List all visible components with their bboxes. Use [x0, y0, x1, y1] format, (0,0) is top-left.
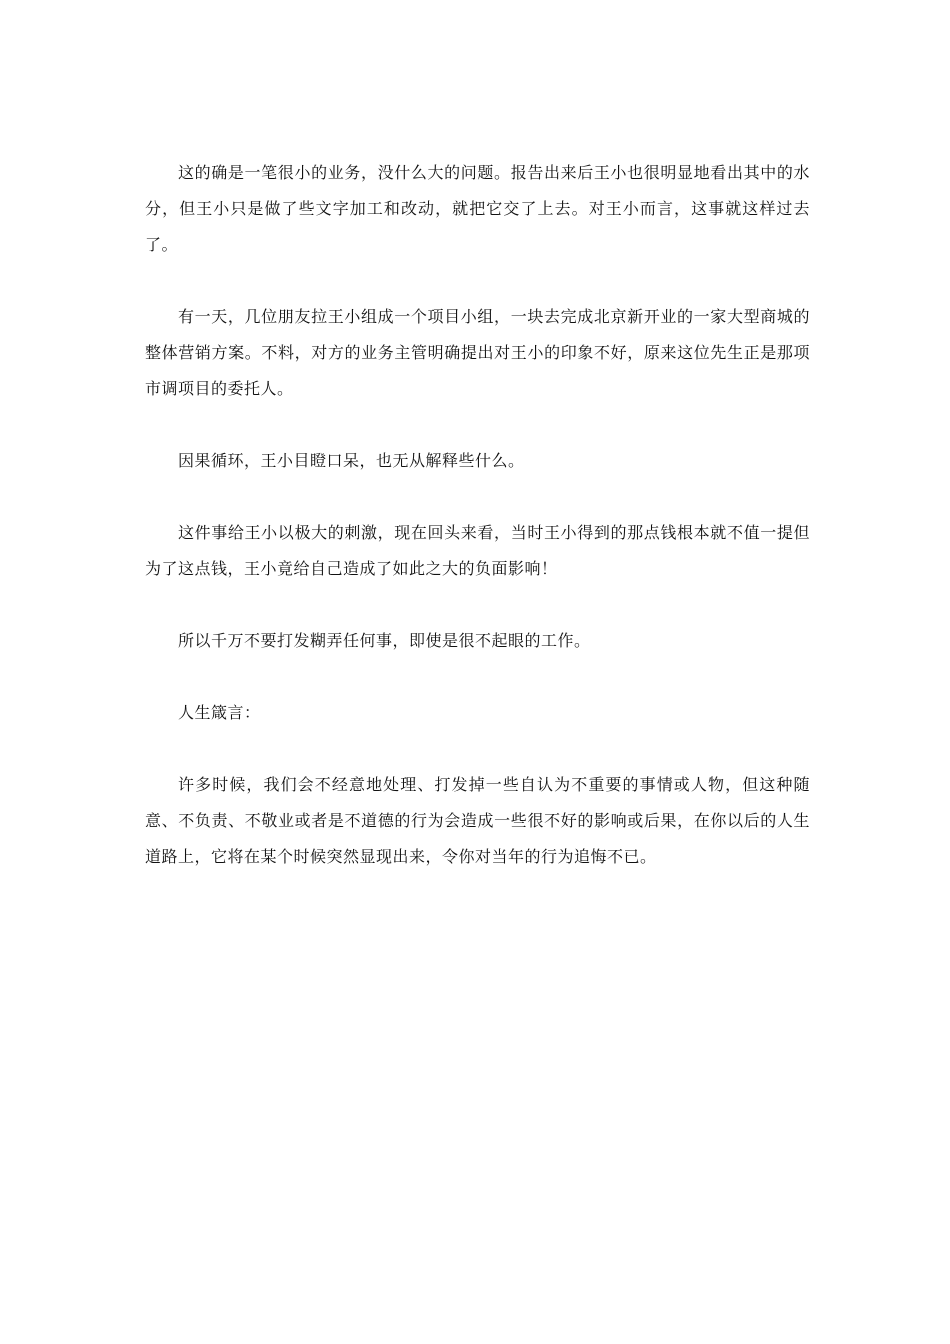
paragraph: 许多时候，我们会不经意地处理、打发掉一些自认为不重要的事情或人物，但这种随意、不负责、不敬业或者是不道德的行为会造成一些很不好的影响或后果，在你以后的人生道路上，它将在某个时候突然显现出来，令你对当年的行为追悔不已。	[145, 775, 810, 866]
paragraph: 因果循环，王小目瞪口呆，也无从解释些什么。	[178, 451, 525, 470]
paragraph: 有一天，几位朋友拉王小组成一个项目小组，一块去完成北京新开业的一家大型商城的整体营销方案。不料，对方的业务主管明确提出对王小的印象不好，原来这位先生正是那项市调项目的委托人。	[145, 307, 810, 398]
document-body	[145, 155, 810, 911]
paragraph: 人生箴言：	[178, 703, 261, 722]
paragraph: 这件事给王小以极大的刺激，现在回头来看，当时王小得到的那点钱根本就不值一提但为了这点钱，王小竟给自己造成了如此之大的负面影响！	[145, 523, 810, 578]
paragraph: 这的确是一笔很小的业务，没什么大的问题。报告出来后王小也很明显地看出其中的水分，但王小只是做了些文字加工和改动，就把它交了上去。对王小而言，这事就这样过去了。	[145, 163, 810, 254]
paragraph: 所以千万不要打发糊弄任何事，即使是很不起眼的工作。	[178, 631, 591, 650]
